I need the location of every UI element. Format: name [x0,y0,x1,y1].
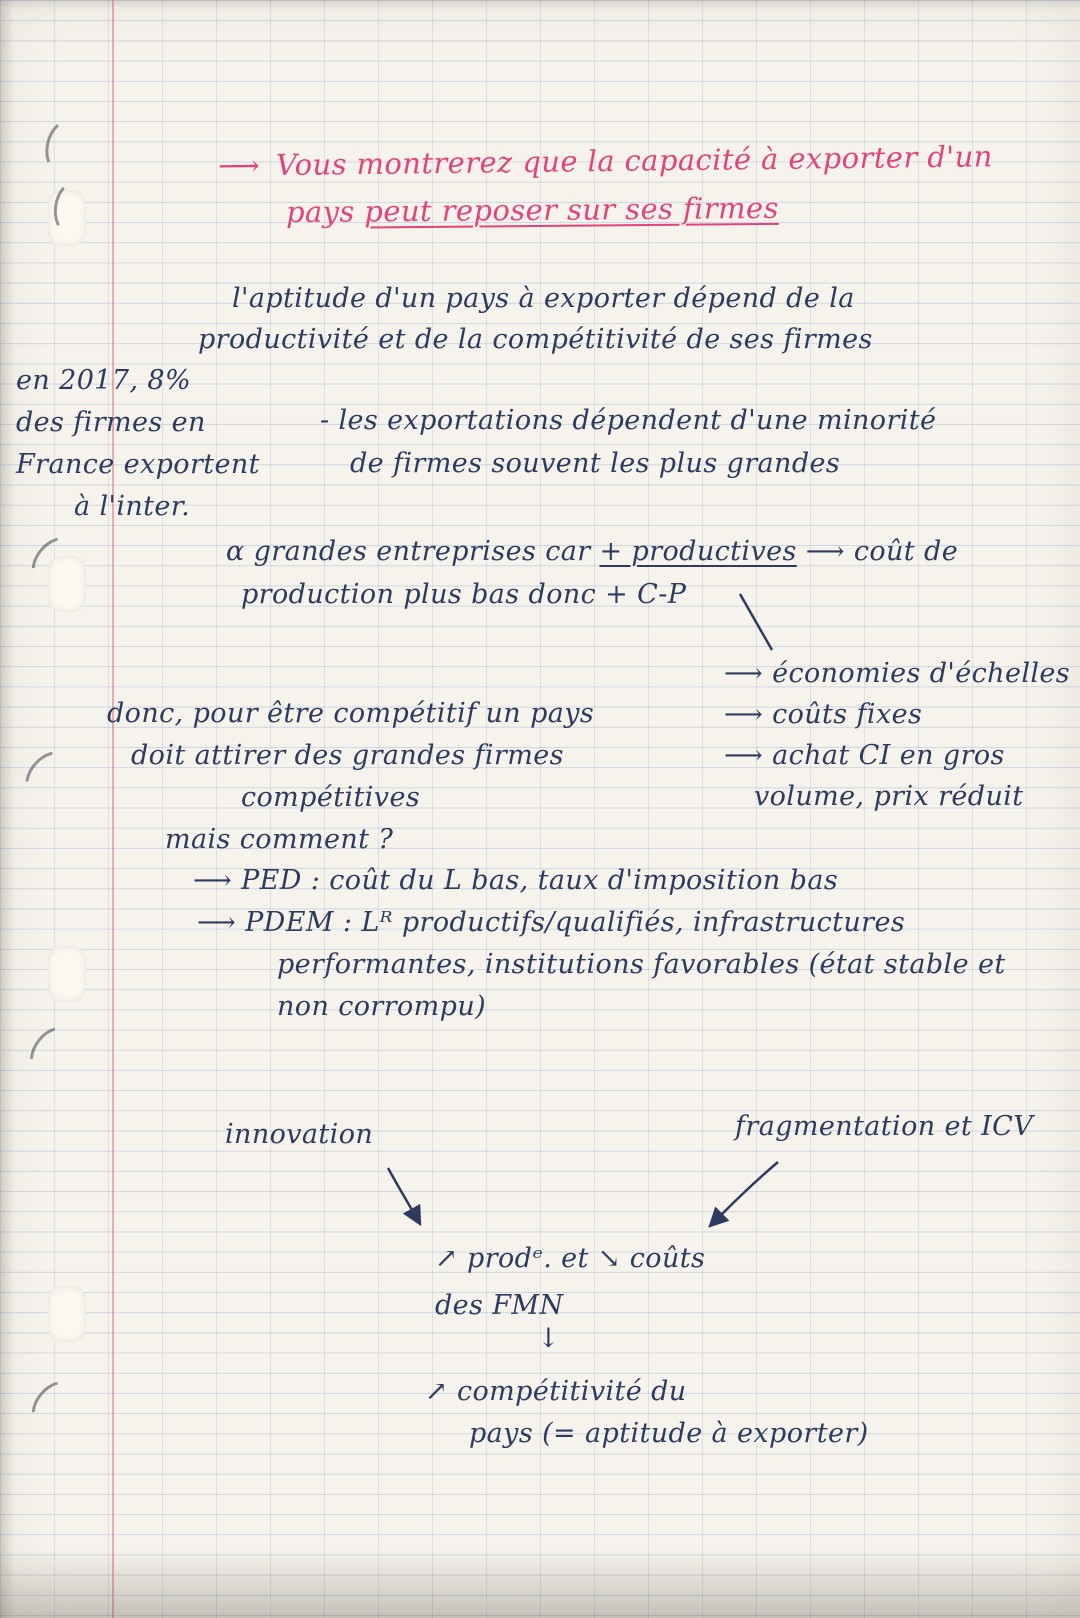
competitive-line-4: mais comment ? [165,824,394,855]
diagram-center-line-1: ↗ prodᵉ. et ↘ coûts [435,1243,706,1274]
scale-effects-line-3: ⟶ achat CI en gros [724,740,1005,771]
innovation-arrow [388,1168,420,1224]
margin-note-line-3: France exportent [16,449,260,480]
margin-note-line-4: à l'inter. [74,491,191,522]
scale-effects-line-4: volume, prix réduit [754,781,1024,812]
intro-line-1: l'aptitude d'un pays à exporter dépend de la [232,283,855,314]
alpha-note-line-1 [226,537,958,567]
diagram-center-line-3: ↗ compétitivité du [425,1376,687,1407]
competitive-line-3: compétitives [241,782,421,813]
heading-text-2-underlined: peut reposer sur ses firmes [364,190,779,229]
margin-line [112,0,114,1618]
diagram-center-line-2: des FMN [435,1290,564,1321]
heading-text-2-prefix: pays [285,194,365,230]
binder-ring-mark [23,1373,82,1435]
diagram-center-line-4: pays (= aptitude à exporter) [469,1418,869,1449]
page-left-shadow [0,0,14,1618]
fragmentation-arrow [710,1162,778,1226]
how-pdem-line-3: non corrompu) [277,991,487,1022]
binder-ring-mark [22,1019,81,1081]
scale-effects-line-2: ⟶ coûts fixes [724,699,923,730]
exports-line-2: de firmes souvent les plus grandes [350,448,841,479]
margin-note-line-2: des firmes en [16,407,206,438]
down-arrow-icon: ↓ [537,1323,561,1354]
diagram-left-label: innovation [225,1119,374,1150]
punch-hole [48,946,86,1002]
competitive-line-2: doit attirer des grandes firmes [131,740,564,771]
binder-ring-mark [17,743,77,804]
alpha-note-prefix: α grandes entreprises car [226,536,600,567]
alpha-note-line-2: production plus bas donc + C-P [241,579,687,610]
scale-effects-line-1: ⟶ économies d'échelles [724,658,1071,689]
punch-hole [48,1286,86,1342]
heading-line-2 [285,190,779,230]
alpha-note-underlined: + productives [599,536,797,567]
how-pdem-line-2: performantes, institutions favorables (état stable et [277,949,1006,980]
alpha-note-suffix: ⟶ coût de [796,536,959,567]
page-top-shadow [0,0,1080,10]
heading-text-1: Vous montrerez que la capacité à exporter d'un [275,139,993,183]
page-bottom-shadow [0,1548,1080,1618]
heading-line-1 [218,141,993,182]
binder-ring-mark [40,117,86,176]
connector-slash [740,594,772,650]
intro-line-2: productivité et de la compétitivité de ses firmes [198,324,873,355]
diagram-right-label: fragmentation et ICV [735,1111,1034,1142]
how-ped-line: ⟶ PED : coût du L bas, taux d'imposition bas [193,865,839,896]
competitive-line-1: donc, pour être compétitif un pays [107,698,595,729]
exports-line-1: - les exportations dépendent d'une minorité [320,405,937,436]
how-pdem-line-1: ⟶ PDEM : Lᴿ productifs/qualifiés, infrastructures [197,907,906,938]
long-arrow-icon: ⟶ [217,148,261,183]
margin-note-line-1: en 2017, 8% [16,365,192,396]
